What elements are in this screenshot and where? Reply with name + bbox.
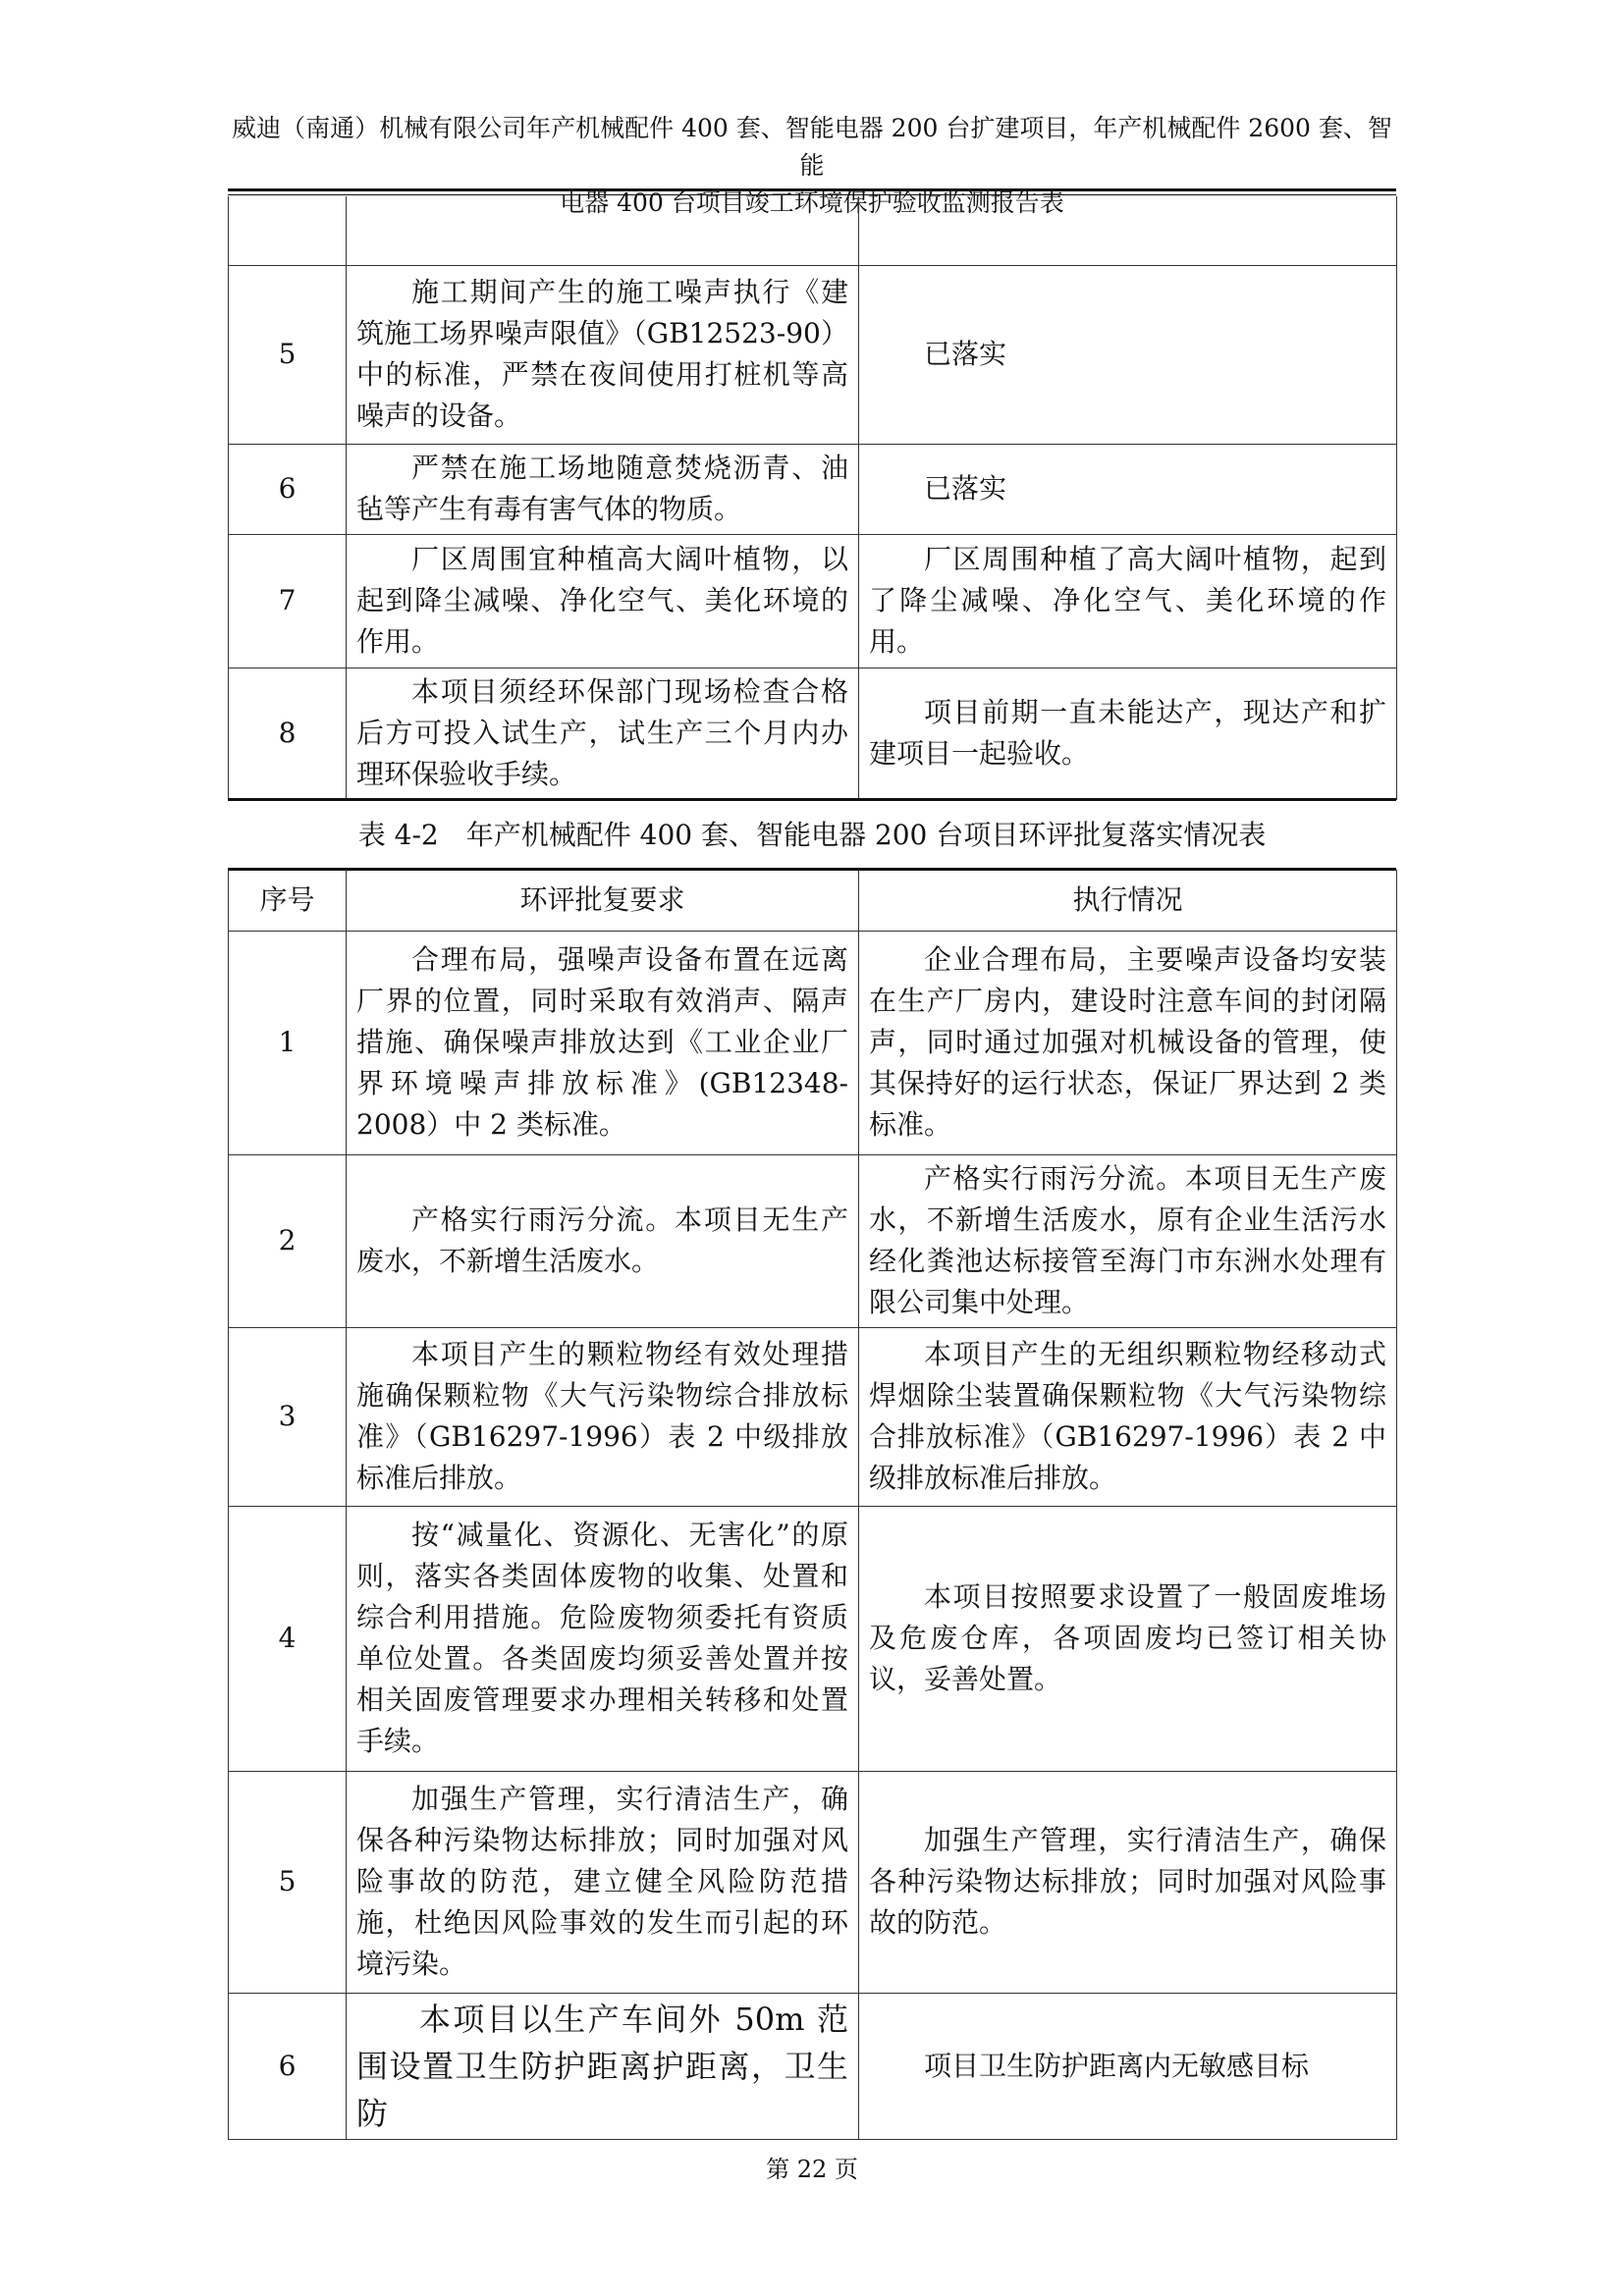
requirement-cell: 严禁在施工场地随意焚烧沥青、油毡等产生有毒有害气体的物质。: [347, 444, 859, 534]
row-number: 4: [229, 1506, 347, 1771]
table-header-row: [229, 870, 1397, 931]
table-caption: 表 4-2 年产机械配件 400 套、智能电器 200 台项目环评批复落实情况表: [357, 819, 1267, 851]
row-number: 1: [229, 931, 347, 1154]
header-line-1: 威迪（南通）机械有限公司年产机械配件 400 套、智能电器 200 台扩建项目，年产机械配件 2600 套、智能: [232, 114, 1392, 180]
table-row: [229, 1771, 1397, 1993]
page-number: 第 22 页: [766, 2156, 858, 2183]
requirement-cell: 按“减量化、资源化、无害化”的原则，落实各类固体废物的收集、处置和综合利用措施。危险废物须委托有资质单位处置。各类固废均须妥善处置并按相关固废管理要求办理相关转移和处置手续。: [347, 1506, 859, 1771]
status-cell: 项目卫生防护距离内无敏感目标: [859, 1993, 1397, 2139]
status-cell: 已落实: [859, 265, 1397, 444]
table-previous-approval: [228, 196, 1397, 800]
row-number: 6: [229, 444, 347, 534]
header-no: 序号: [229, 870, 347, 931]
table-row: [229, 1327, 1397, 1506]
status-cell: 厂区周围种植了高大阔叶植物，起到了降尘减噪、净化空气、美化环境的作用。: [859, 534, 1397, 667]
table-row: [229, 667, 1397, 799]
table-row: [229, 196, 1397, 265]
header-rule: [228, 188, 1396, 191]
table-row: [229, 1154, 1397, 1327]
header-requirement: 环评批复要求: [347, 870, 859, 931]
status-cell: 产格实行雨污分流。本项目无生产废水，不新增生活废水，原有企业生活污水经化粪池达标接管至海门市东洲水处理有限公司集中处理。: [859, 1154, 1397, 1327]
requirement-cell: 产格实行雨污分流。本项目无生产废水，不新增生活废水。: [347, 1154, 859, 1327]
requirement-cell: 本项目须经环保部门现场检查合格后方可投入试生产，试生产三个月内办理环保验收手续。: [347, 667, 859, 799]
requirement-cell: 加强生产管理，实行清洁生产，确保各种污染物达标排放；同时加强对风险事故的防范，建立健全风险防范措施，杜绝因风险事效的发生而引起的环境污染。: [347, 1771, 859, 1993]
status-cell: 已落实: [859, 444, 1397, 534]
status-cell: 项目前期一直未能达产，现达产和扩建项目一起验收。: [859, 667, 1397, 799]
requirement-cell: 厂区周围宜种植高大阔叶植物，以起到降尘减噪、净化空气、美化环境的作用。: [347, 534, 859, 667]
status-cell: 本项目按照要求设置了一般固废堆场及危废仓库，各项固废均已签订相关协议，妥善处置。: [859, 1506, 1397, 1771]
requirement-cell: 本项目产生的颗粒物经有效处理措施确保颗粒物《大气污染物综合排放标准》（GB16297-1996）表 2 中级排放标准后排放。: [347, 1327, 859, 1506]
row-number: 6: [229, 1993, 347, 2139]
header-line-2: 电器 400 台项目竣工环境保护验收监测报告表: [560, 188, 1064, 217]
row-number: [229, 196, 347, 265]
table-row: [229, 931, 1397, 1154]
header-rule-thin: [228, 194, 1396, 195]
table-row: [229, 534, 1397, 667]
table-bottom-rule: [228, 798, 1396, 801]
status-cell: 加强生产管理，实行清洁生产，确保各种污染物达标排放；同时加强对风险事故的防范。: [859, 1771, 1397, 1993]
table-row: [229, 1506, 1397, 1771]
table-approval-implementation: [228, 870, 1397, 2140]
table-row: [229, 265, 1397, 444]
requirement-cell: 施工期间产生的施工噪声执行《建筑施工场界噪声限值》（GB12523-90）中的标准，严禁在夜间使用打桩机等高噪声的设备。: [347, 265, 859, 444]
requirement-cell: 本项目以生产车间外 50m 范围设置卫生防护距离护距离，卫生防: [347, 1993, 859, 2139]
requirement-cell: [347, 196, 859, 265]
row-number: 8: [229, 667, 347, 799]
status-cell: 本项目产生的无组织颗粒物经移动式焊烟除尘装置确保颗粒物《大气污染物综合排放标准》（GB16297-1996）表 2 中级排放标准后排放。: [859, 1327, 1397, 1506]
row-number: 5: [229, 265, 347, 444]
row-number: 7: [229, 534, 347, 667]
status-cell: 企业合理布局，主要噪声设备均安装在生产厂房内，建设时注意车间的封闭隔声，同时通过加强对机械设备的管理，使其保持好的运行状态，保证厂界达到 2 类标准。: [859, 931, 1397, 1154]
row-number: 2: [229, 1154, 347, 1327]
row-number: 3: [229, 1327, 347, 1506]
status-cell: [859, 196, 1397, 265]
table-row: [229, 444, 1397, 534]
table-row: [229, 1993, 1397, 2139]
header-status: 执行情况: [859, 870, 1397, 931]
requirement-cell: 合理布局，强噪声设备布置在远离厂界的位置，同时采取有效消声、隔声措施、确保噪声排放达到《工业企业厂界环境噪声排放标准》(GB12348-2008）中 2 类标准。: [347, 931, 859, 1154]
row-number: 5: [229, 1771, 347, 1993]
